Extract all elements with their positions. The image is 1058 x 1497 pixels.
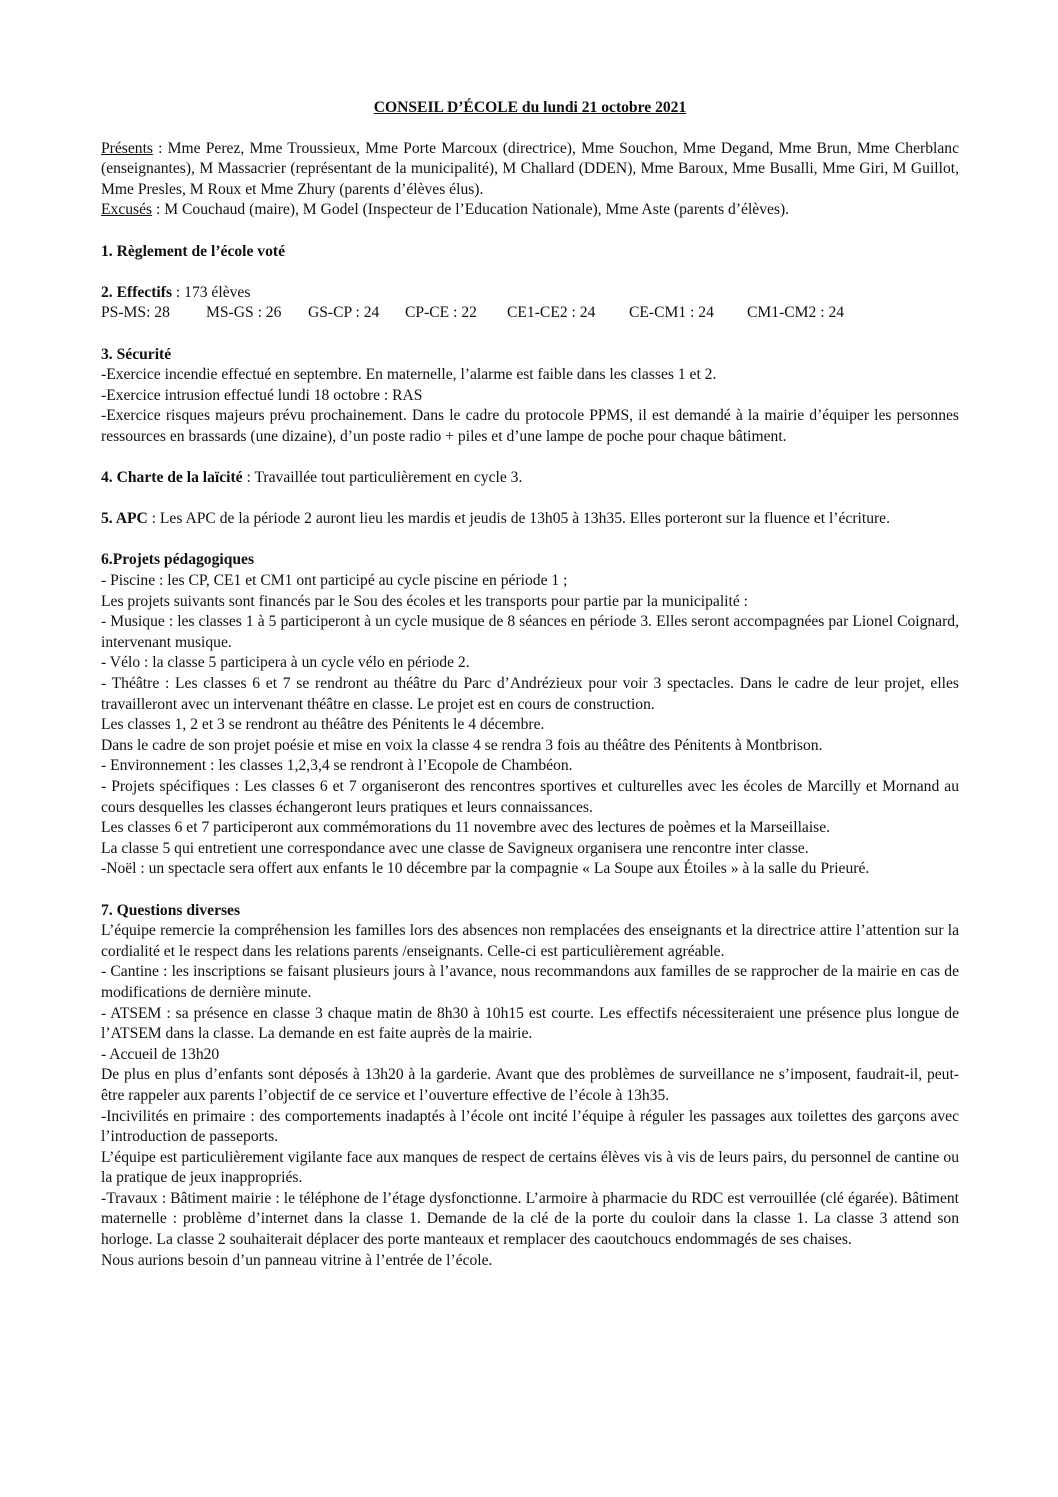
class-count: PS-MS: 28: [101, 304, 170, 322]
section-7-line: L’équipe est particulièrement vigilante face aux manques de respect de certains élèves vis à vis de leurs pairs, du personnel de cantine ou la pratique de jeux inappropriés.: [101, 1148, 959, 1187]
section-7-line: - Accueil de 13h20: [101, 1045, 220, 1063]
section-7-line: L’équipe remercie la compréhension les familles lors des absences non remplacées des enseignants et la directrice attire l’attention sur la cordialité et le respect dans les relations parents /enseignants. Celle-ci est particulièrement agréable.: [101, 922, 959, 960]
section-6-line: - Projets spécifiques : Les classes 6 et 7 organiseront des rencontres sportives et culturelles avec les écoles de Marcilly et Mornand au cours desquelles les classes échangeront leurs pratiques et leurs connaissances.: [101, 778, 959, 816]
section-5-text: : Les APC de la période 2 auront lieu les mardis et jeudis de 13h05 à 13h35. Elles porteront sur la fluence et l’écriture.: [147, 510, 891, 528]
section-3: [101, 345, 959, 448]
section-4-heading: 4. Charte de la laïcité: [101, 469, 243, 487]
class-count: GS-CP : 24: [308, 304, 380, 322]
section-6-line: - Théâtre : Les classes 6 et 7 se rendront au théâtre du Parc d’Andrézieux pour voir 3 spectacles. Dans le cadre de leur projet, elles travailleront avec un intervenant théâtre en classe. Le projet est en cours de construction.: [101, 675, 959, 713]
section-7-line: Nous aurions besoin d’un panneau vitrine à l’entrée de l’école.: [101, 1251, 493, 1269]
section-3-heading: 3. Sécurité: [101, 345, 172, 363]
section-6-line: - Piscine : les CP, CE1 et CM1 ont participé au cycle piscine en période 1 ;: [101, 572, 568, 590]
section-2-total: : 173 élèves: [172, 283, 251, 301]
presents-label: Présents: [101, 139, 153, 157]
section-6-line: Les classes 1, 2 et 3 se rendront au théâtre des Pénitents le 4 décembre.: [101, 716, 545, 734]
section-2: [101, 283, 959, 324]
class-count: CE1-CE2 : 24: [507, 304, 596, 322]
section-3-line: -Exercice incendie effectué en septembre. En maternelle, l’alarme est faible dans les classes 1 et 2.: [101, 366, 717, 384]
section-7-heading: 7. Questions diverses: [101, 901, 241, 919]
section-6-line: Les classes 6 et 7 participeront aux commémorations du 11 novembre avec des lectures de poèmes et la Marseillaise.: [101, 819, 831, 837]
section-6-line: Dans le cadre de son projet poésie et mise en voix la classe 4 se rendra 3 fois au théâtre des Pénitents à Montbrison.: [101, 736, 823, 754]
class-count: CM1-CM2 : 24: [747, 304, 845, 322]
section-2-heading: 2. Effectifs: [101, 283, 173, 301]
section-6: [101, 550, 959, 880]
section-6-line: -Noël : un spectacle sera offert aux enfants le 10 décembre par la compagnie « La Soupe aux Étoiles » à la salle du Prieuré.: [101, 860, 870, 878]
section-6-heading: 6.Projets pédagogiques: [101, 551, 255, 569]
presents-text: : Mme Perez, Mme Troussieux, Mme Porte Marcoux (directrice), Mme Souchon, Mme Degand, Mme Brun, Mme Cherblanc (enseignantes), M Massacrier (représentant de la municipalité), M Challard (DDEN), Mme Baroux, Mme Busalli, Mme Giri, M Guillot, Mme Presles, M Roux et Mme Zhury (parents d’élèves élus).: [101, 139, 959, 198]
class-count: CE-CM1 : 24: [629, 304, 714, 322]
class-counts: [101, 303, 959, 324]
section-6-line: - Vélo : la classe 5 participera à un cycle vélo en période 2.: [101, 654, 470, 672]
section-4-text: : Travaillée tout particulièrement en cycle 3.: [242, 469, 523, 487]
section-4: [101, 468, 959, 489]
section-3-line: -Exercice risques majeurs prévu prochainement. Dans le cadre du protocole PPMS, il est demandé à la mairie d’équiper les personnes ressources en brassards (une dizaine), d’un poste radio + piles et d’une lampe de poche pour chaque bâtiment.: [101, 407, 959, 445]
section-7: [101, 901, 959, 1272]
section-7-line: -Travaux : Bâtiment mairie : le téléphone de l’étage dysfonctionne. L’armoire à pharmacie du RDC est verrouillée (clé égarée). Bâtiment maternelle : problème d’internet dans la classe 1. Demande de la clé de la porte du couloir dans la classe 1. La classe 3 attend son horloge. La classe 2 souhaiterait déplacer des porte manteaux et remplacer des caoutchoucs endommagés de ses chaises.: [101, 1189, 959, 1249]
section-5-heading: 5. APC: [101, 510, 148, 528]
class-count: CP-CE : 22: [405, 304, 477, 322]
class-count: MS-GS : 26: [206, 304, 282, 322]
section-7-line: De plus en plus d’enfants sont déposés à 13h20 à la garderie. Avant que des problèmes de surveillance ne s’imposent, faudrait-il, peut-être rappeler aux parents l’objectif de ce service et l’ouverture effective de l’école à 13h35.: [101, 1066, 959, 1104]
section-7-line: -Incivilités en primaire : des comportements inadaptés à l’école ont incité l’équipe à réguler les passages aux toilettes des garçons avec l’introduction de passeports.: [101, 1107, 959, 1146]
section-6-line: - Environnement : les classes 1,2,3,4 se rendront à l’Ecopole de Chambéon.: [101, 757, 573, 775]
section-6-line: Les projets suivants sont financés par le Sou des écoles et les transports pour partie par la municipalité :: [101, 592, 748, 610]
section-1-heading: 1. Règlement de l’école voté: [101, 242, 286, 260]
section-6-line: La classe 5 qui entretient une correspondance avec une classe de Savigneux organisera une rencontre inter classe.: [101, 839, 809, 857]
section-7-line: - ATSEM : sa présence en classe 3 chaque matin de 8h30 à 10h15 est courte. Les effectifs nécessiteraient une présence plus longue de l’ATSEM dans la classe. La demande en est faite auprès de la mairie.: [101, 1004, 959, 1043]
section-5: [101, 509, 959, 530]
excuses-paragraph: [101, 200, 959, 221]
document-page: [101, 98, 959, 1271]
excuses-text: : M Couchaud (maire), M Godel (Inspecteur de l’Education Nationale), Mme Aste (parents d’élèves).: [152, 201, 790, 219]
section-3-line: -Exercice intrusion effectué lundi 18 octobre : RAS: [101, 386, 423, 404]
excuses-label: Excusés: [101, 201, 153, 219]
section-7-line: - Cantine : les inscriptions se faisant plusieurs jours à l’avance, nous recommandons aux familles de se rapprocher de la mairie en cas de modifications de dernière minute.: [101, 963, 959, 1001]
document-title: CONSEIL D’ÉCOLE du lundi 21 octobre 2021: [373, 99, 687, 116]
attendance-paragraph: [101, 139, 959, 201]
section-6-line: - Musique : les classes 1 à 5 participeront à un cycle musique de 8 séances en période 3. Elles seront accompagnées par Lionel Coignard, intervenant musique.: [101, 613, 959, 651]
